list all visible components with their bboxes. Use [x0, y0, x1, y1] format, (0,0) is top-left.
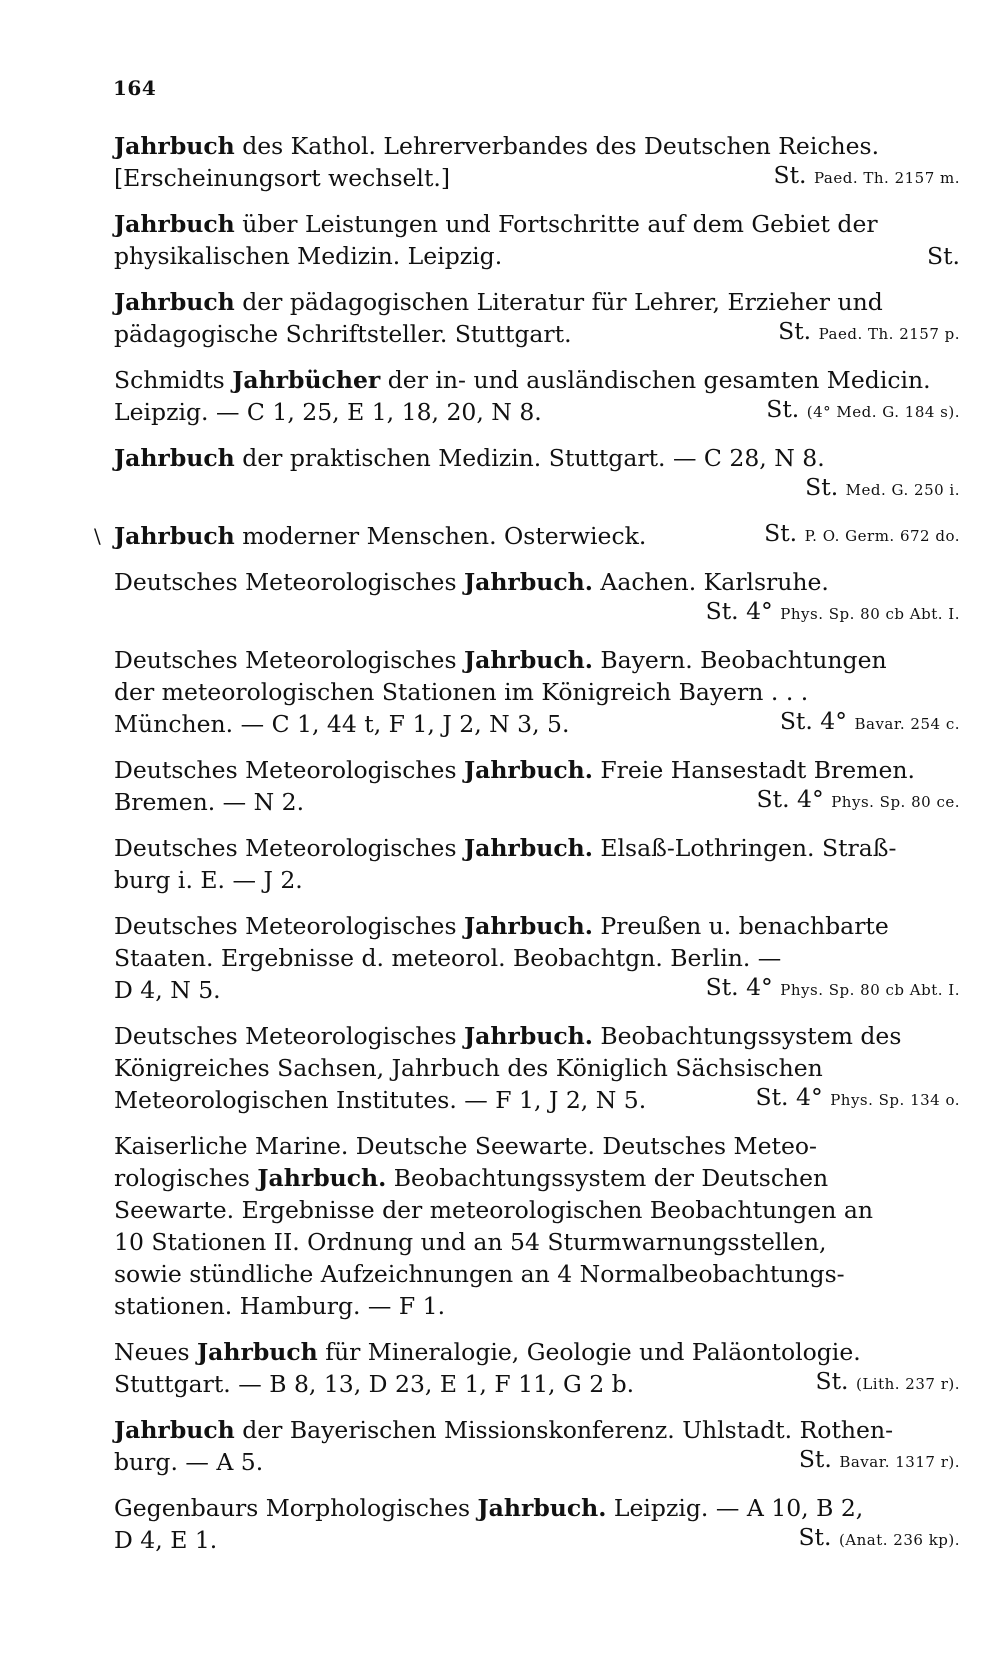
- entry-text: Preußen u. benachbarte: [592, 912, 889, 940]
- shelf-signature: St. (Lith. 237 r).: [815, 1367, 960, 1395]
- entry-keyword: Jahrbuch.: [464, 834, 593, 862]
- entry-keyword: Jahrbuch: [114, 522, 235, 550]
- entry-text: Meteorologischen Institutes. — F 1, J 2, N 5.: [114, 1086, 647, 1114]
- shelf-signature: St. Paed. Th. 2157 p.: [778, 317, 960, 345]
- shelf-signature: St. 4° Bavar. 254 c.: [779, 707, 960, 735]
- shelf-signature: St. (4° Med. G. 184 s).: [766, 395, 960, 423]
- entry-text: Königreiches Sachsen, Jahrbuch des Königlich Sächsischen: [114, 1054, 823, 1082]
- entry-text: für Mineralogie, Geologie und Paläontologie.: [317, 1338, 861, 1366]
- shelf-signature: St. 4° Phys. Sp. 80 cb Abt. I.: [705, 973, 960, 1001]
- entry-text: der pädagogischen Literatur für Lehrer, Erzieher und: [234, 288, 883, 316]
- entry: [114, 566, 960, 630]
- entry-text: München. — C 1, 44 t, F 1, J 2, N 3, 5.: [114, 710, 570, 738]
- entry-text: über Leistungen und Fortschritte auf dem Gebiet der: [234, 210, 878, 238]
- entry-text: Stuttgart. — B 8, 13, D 23, E 1, F 11, G 2 b.: [114, 1370, 635, 1398]
- entry-text: sowie stündliche Aufzeichnungen an 4 Normalbeobachtungs-: [114, 1260, 845, 1288]
- entry-text: Aachen. Karlsruhe.: [592, 568, 829, 596]
- entry: [114, 130, 960, 194]
- entry-text: Deutsches Meteorologisches: [114, 912, 464, 940]
- entry-text: pädagogische Schriftsteller. Stuttgart.: [114, 320, 572, 348]
- entry: [94, 519, 960, 552]
- entry-text: D 4, E 1.: [114, 1526, 218, 1554]
- entry-keyword: Jahrbuch.: [464, 912, 593, 940]
- entry-text: Schmidts: [114, 366, 233, 394]
- entry-text: Deutsches Meteorologisches: [114, 834, 464, 862]
- entry-text: moderner Menschen. Osterwieck.: [234, 522, 647, 550]
- entry-text: Gegenbaurs Morphologisches: [114, 1494, 478, 1522]
- entry-text: rologisches: [114, 1164, 258, 1192]
- entry-text: Deutsches Meteorologisches: [114, 568, 464, 596]
- entry-keyword: Jahrbuch.: [464, 646, 593, 674]
- entry-text: Beobachtungssystem der Deutschen: [386, 1164, 829, 1192]
- entry-text: Beobachtungssystem des: [592, 1022, 902, 1050]
- entry-text: Bayern. Beobachtungen: [592, 646, 887, 674]
- entry: [114, 910, 960, 1006]
- entry-keyword: Jahrbuch: [197, 1338, 318, 1366]
- entry-text: Deutsches Meteorologisches: [114, 1022, 464, 1050]
- entry-text: [Erscheinungsort wechselt.]: [114, 164, 451, 192]
- shelf-signature: St. Bavar. 1317 r).: [798, 1445, 960, 1473]
- entry-text: Leipzig. — C 1, 25, E 1, 18, 20, N 8.: [114, 398, 542, 426]
- entry-text: der meteorologischen Stationen im Königreich Bayern . . .: [114, 678, 809, 706]
- entry-keyword: Jahrbuch.: [464, 1022, 593, 1050]
- entry: [114, 1130, 960, 1322]
- entry-text: stationen. Hamburg. — F 1.: [114, 1292, 446, 1320]
- entry-keyword: Jahrbücher: [232, 366, 381, 394]
- entry-text: Seewarte. Ergebnisse der meteorologischen Beobachtungen an: [114, 1196, 873, 1224]
- shelf-signature: St.: [926, 242, 960, 270]
- entry-keyword: Jahrbuch.: [464, 756, 593, 784]
- entry-text: Deutsches Meteorologisches: [114, 756, 464, 784]
- entry-keyword: Jahrbuch: [114, 210, 235, 238]
- entry: [114, 1020, 960, 1116]
- entry: [114, 364, 960, 428]
- entry-keyword: Jahrbuch.: [257, 1164, 387, 1192]
- shelf-signature: St. 4° Phys. Sp. 134 o.: [755, 1083, 960, 1111]
- page-number: 164: [113, 76, 157, 100]
- entry-text: der Bayerischen Missionskonferenz. Uhlstadt. Rothen-: [234, 1416, 894, 1444]
- margin-mark: \: [94, 524, 101, 548]
- entry-text: Bremen. — N 2.: [114, 788, 305, 816]
- entry-text: physikalischen Medizin. Leipzig.: [114, 242, 503, 270]
- entry-keyword: Jahrbuch.: [477, 1494, 607, 1522]
- entry: [114, 286, 960, 350]
- entry: [114, 754, 960, 818]
- entry: [114, 644, 960, 740]
- entry: [114, 1414, 960, 1478]
- entry-text: der praktischen Medizin. Stuttgart. — C 28, N 8.: [234, 444, 825, 472]
- entry-text: Leipzig. — A 10, B 2,: [606, 1494, 864, 1522]
- entry-text: der in- und ausländischen gesamten Medicin.: [380, 366, 931, 394]
- entry-text: burg. — A 5.: [114, 1448, 264, 1476]
- entry-text: burg i. E. — J 2.: [114, 866, 303, 894]
- shelf-signature: St. Med. G. 250 i.: [805, 473, 960, 501]
- entry-keyword: Jahrbuch: [114, 1416, 235, 1444]
- entry: [114, 1336, 960, 1400]
- bibliography-entries: [94, 130, 960, 1570]
- entry: [114, 1492, 960, 1556]
- entry-keyword: Jahrbuch: [114, 288, 235, 316]
- entry: [114, 442, 960, 506]
- entry-keyword: Jahrbuch: [114, 132, 235, 160]
- shelf-signature: St. 4° Phys. Sp. 80 cb Abt. I.: [705, 597, 960, 625]
- shelf-signature: St. (Anat. 236 kp).: [798, 1523, 960, 1551]
- entry: [114, 208, 960, 272]
- entry-text: des Kathol. Lehrerverbandes des Deutschen Reiches.: [234, 132, 880, 160]
- entry-text: Elsaß-Lothringen. Straß-: [592, 834, 897, 862]
- shelf-signature: St. Paed. Th. 2157 m.: [773, 161, 960, 189]
- entry-text: Freie Hansestadt Bremen.: [592, 756, 915, 784]
- entry-text: Staaten. Ergebnisse d. meteorol. Beobachtgn. Berlin. —: [114, 944, 782, 972]
- shelf-signature: St. 4° Phys. Sp. 80 ce.: [756, 785, 960, 813]
- entry-text: 10 Stationen II. Ordnung und an 54 Sturmwarnungsstellen,: [114, 1228, 827, 1256]
- entry-keyword: Jahrbuch: [114, 444, 235, 472]
- entry-text: Kaiserliche Marine. Deutsche Seewarte. Deutsches Meteo-: [114, 1132, 817, 1160]
- entry-text: Deutsches Meteorologisches: [114, 646, 464, 674]
- entry-text: Neues: [114, 1338, 198, 1366]
- shelf-signature: St. P. O. Germ. 672 do.: [764, 519, 960, 547]
- entry-keyword: Jahrbuch.: [464, 568, 593, 596]
- entry-text: D 4, N 5.: [114, 976, 221, 1004]
- entry: [114, 832, 960, 896]
